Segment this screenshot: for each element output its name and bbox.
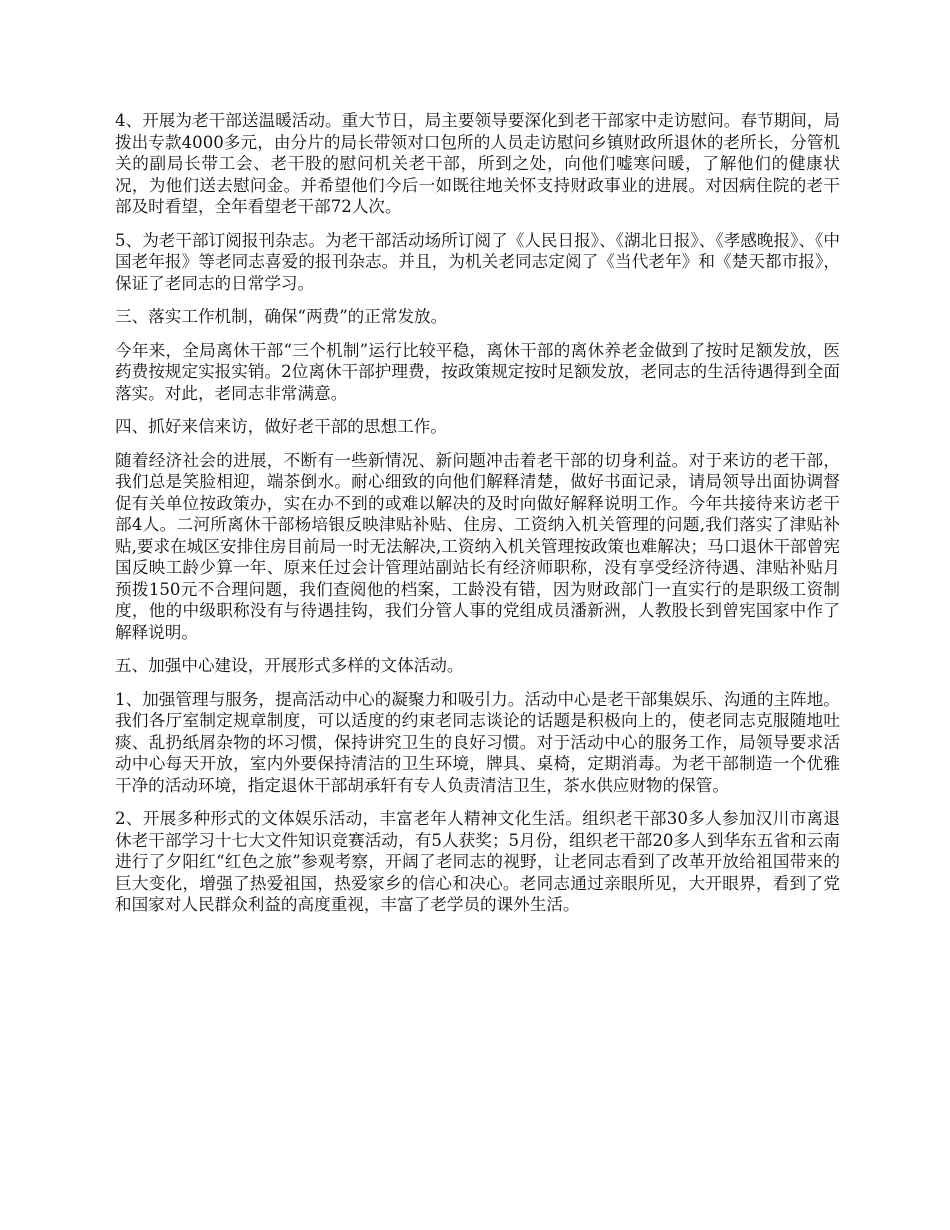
section-heading-4: 四、抓好来信来访，做好老干部的思想工作。: [115, 417, 447, 436]
paragraph-item-4-warmth: 4、开展为老干部送温暖活动。重大节日，局主要领导要深化到老干部家中走访慰问。春节期间，局拨出专款4000多元，由分片的局长带领对口包所的人员走访慰问乡镇财政所退休的老所长，分管机关的副局长带工会、老干股的慰问机关老干部，所到之处，向他们嘘寒问暖，了解他们的健康状况，为他们送去慰问金。并希望他们今后一如既往地关怀支持财政事业的进展。对因病住院的老干部及时看望，全年看望老干部72人次。: [115, 111, 840, 216]
paragraph-item-2-activities: 2、开展多种形式的文体娱乐活动，丰富老年人精神文化生活。组织老干部30多人参加汉川市离退休老干部学习十七大文件知识竞赛活动，有5人获奖；5月份，组织老干部20多人到华东五省和云南进行了夕阳红“红色之旅”参观考察，开阔了老同志的视野，让老同志看到了改革开放给祖国带来的巨大变化，增强了热爱祖国，热爱家乡的信心和决心。老同志通过亲眼所见，大开眼界，看到了党和国家对人民群众利益的高度重视，丰富了老学员的课外生活。: [115, 809, 840, 914]
paragraph-visits: 随着经济社会的进展，不断有一些新情况、新问题冲击着老干部的切身利益。对于来访的老干部，我们总是笑脸相迎，端茶倒水。耐心细致的向他们解释清楚，做好书面记录，请局领导出面协调督促有关单位按政策办，实在办不到的或难以解决的及时向做好解释说明工作。今年共接待来访老干部4人。二河所离休干部杨培银反映津贴补贴、住房、工资纳入机关管理的问题,我们落实了津贴补贴,要求在城区安排住房目前局一时无法解决,工资纳入机关管理按政策也难解决；马口退休干部曾宪国反映工龄少算一年、原来任过会计管理站副站长有经济师职称，没有享受经济待遇、津贴补贴月预拨150元不合理问题，我们查阅他的档案，工龄没有错，因为财政部门一直实行的是职级工资制度，他的中级职称没有与待遇挂钩，我们分管人事的党组成员潘新洲，人教股长到曾宪国家中作了解释说明。: [115, 450, 840, 642]
section-heading-5: 五、加强中心建设，开展形式多样的文体活动。: [115, 656, 464, 675]
document-body: [115, 110, 840, 928]
section-heading-3: 三、落实工作机制，确保“两费”的正常发放。: [115, 307, 448, 326]
paragraph-item-1-management: 1、加强管理与服务，提高活动中心的凝聚力和吸引力。活动中心是老干部集娱乐、沟通的主阵地。我们各厅室制定规章制度，可以适度的约束老同志谈论的话题是积极向上的，使老同志克服随地吐痰、乱扔纸屑杂物的坏习惯，保持讲究卫生的良好习惯。对于活动中心的服务工作，局领导要求活动中心每天开放，室内外要保持清洁的卫生环境，牌具、桌椅，定期消毒。为老干部制造一个优雅干净的活动环境，指定退休干部胡承轩有专人负责清洁卫生，茶水供应财物的保管。: [115, 689, 840, 795]
paragraph-mechanism: 今年来，全局离休干部“三个机制”运行比较平稳，离休干部的离休养老金做到了按时足额发放，医药费按规定实报实销。2位离休干部护理费，按政策规定按时足额发放，老同志的生活待遇得到全面落实。对此，老同志非常满意。: [115, 340, 840, 403]
paragraph-item-5-newspapers: 5、为老干部订阅报刊杂志。为老干部活动场所订阅了《人民日报》、《湖北日报》、《孝感晚报》、《中国老年报》等老同志喜爱的报刊杂志。并且，为机关老同志定阅了《当代老年》和《楚天都市报》，保证了老同志的日常学习。: [115, 230, 840, 293]
